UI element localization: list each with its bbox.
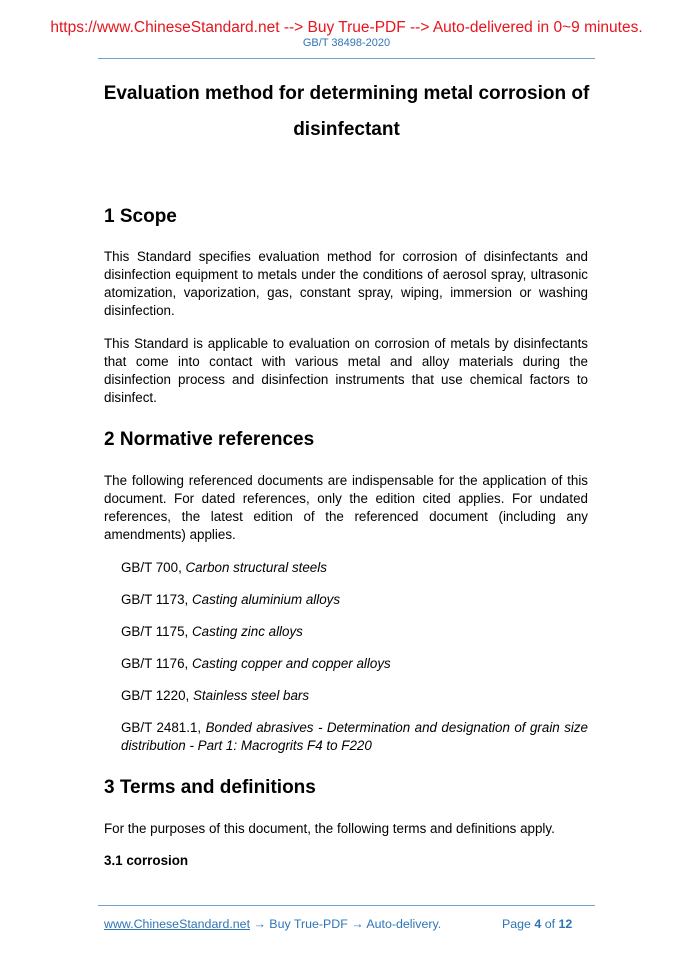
reference-code: GB/T 1176,: [121, 656, 192, 671]
header-divider: [98, 58, 595, 59]
reference-item: [121, 559, 588, 577]
page-of-label: of: [541, 917, 559, 931]
reference-item: [121, 687, 588, 705]
reference-title: Carbon structural steels: [185, 560, 327, 575]
reference-code: GB/T 1175,: [121, 624, 192, 639]
reference-title: Casting zinc alloys: [191, 624, 303, 639]
reference-item: [121, 719, 588, 755]
footer-promo: [104, 916, 441, 932]
section-heading-terms-and-definitions: 3 Terms and definitions: [104, 777, 316, 798]
page-label: Page: [502, 917, 535, 931]
reference-item: [121, 623, 588, 641]
references-intro: The following referenced documents are indispensable for the application of this document. For dated references, only the edition cited applies. For undated references, the latest edition of the referenced document (including any amendments) applies.: [104, 473, 588, 542]
page-number: 4: [534, 917, 542, 931]
reference-code: GB/T 700,: [121, 560, 186, 575]
reference-code: GB/T 1173,: [121, 592, 192, 607]
terms-intro: For the purposes of this document, the following terms and definitions apply.: [104, 821, 555, 836]
footer-promo-text: → Buy True-PDF → Auto-delivery.: [250, 917, 442, 931]
reference-code: GB/T 1220,: [121, 688, 193, 703]
reference-code: GB/T 2481.1,: [121, 720, 206, 735]
total-pages: 12: [558, 917, 573, 931]
banner-link[interactable]: https://www.ChineseStandard.net --> Buy True-PDF --> Auto-delivered in 0~9 minutes.: [50, 19, 643, 36]
footer-divider: [98, 905, 595, 906]
reference-title: Casting copper and copper alloys: [191, 656, 391, 671]
page-indicator: [502, 916, 572, 932]
document-title-line1: Evaluation method for determining metal corrosion of: [103, 83, 590, 104]
reference-title: Casting aluminium alloys: [191, 592, 341, 607]
reference-item: [121, 655, 588, 673]
document-title-line2: disinfectant: [293, 119, 400, 140]
standard-code: GB/T 38498-2020: [302, 37, 391, 49]
term-heading-corrosion: 3.1 corrosion: [104, 853, 189, 868]
reference-title: Stainless steel bars: [192, 688, 310, 703]
section-heading-normative-references: 2 Normative references: [104, 429, 315, 450]
section-heading-scope: 1 Scope: [104, 206, 177, 227]
scope-paragraph-1: This Standard specifies evaluation method for corrosion of disinfectants and disinfection equipment to metals under the conditions of aerosol spray, ultrasonic atomization, vaporization, gas, constant spray, wiping, immersion or washing disinfection.: [104, 249, 588, 318]
reference-item: [121, 591, 588, 609]
footer-website-link[interactable]: www.ChineseStandard.net: [104, 917, 251, 931]
scope-paragraph-2: This Standard is applicable to evaluation on corrosion of metals by disinfectants that come into contact with various metal and alloy materials during the disinfection process and disinfection instruments that use chemical factors to disinfect.: [104, 336, 588, 405]
reference-title: Bonded abrasives - Determination and designation of grain size distribution - Part 1: Macrogrits F4 to F220: [121, 720, 589, 753]
